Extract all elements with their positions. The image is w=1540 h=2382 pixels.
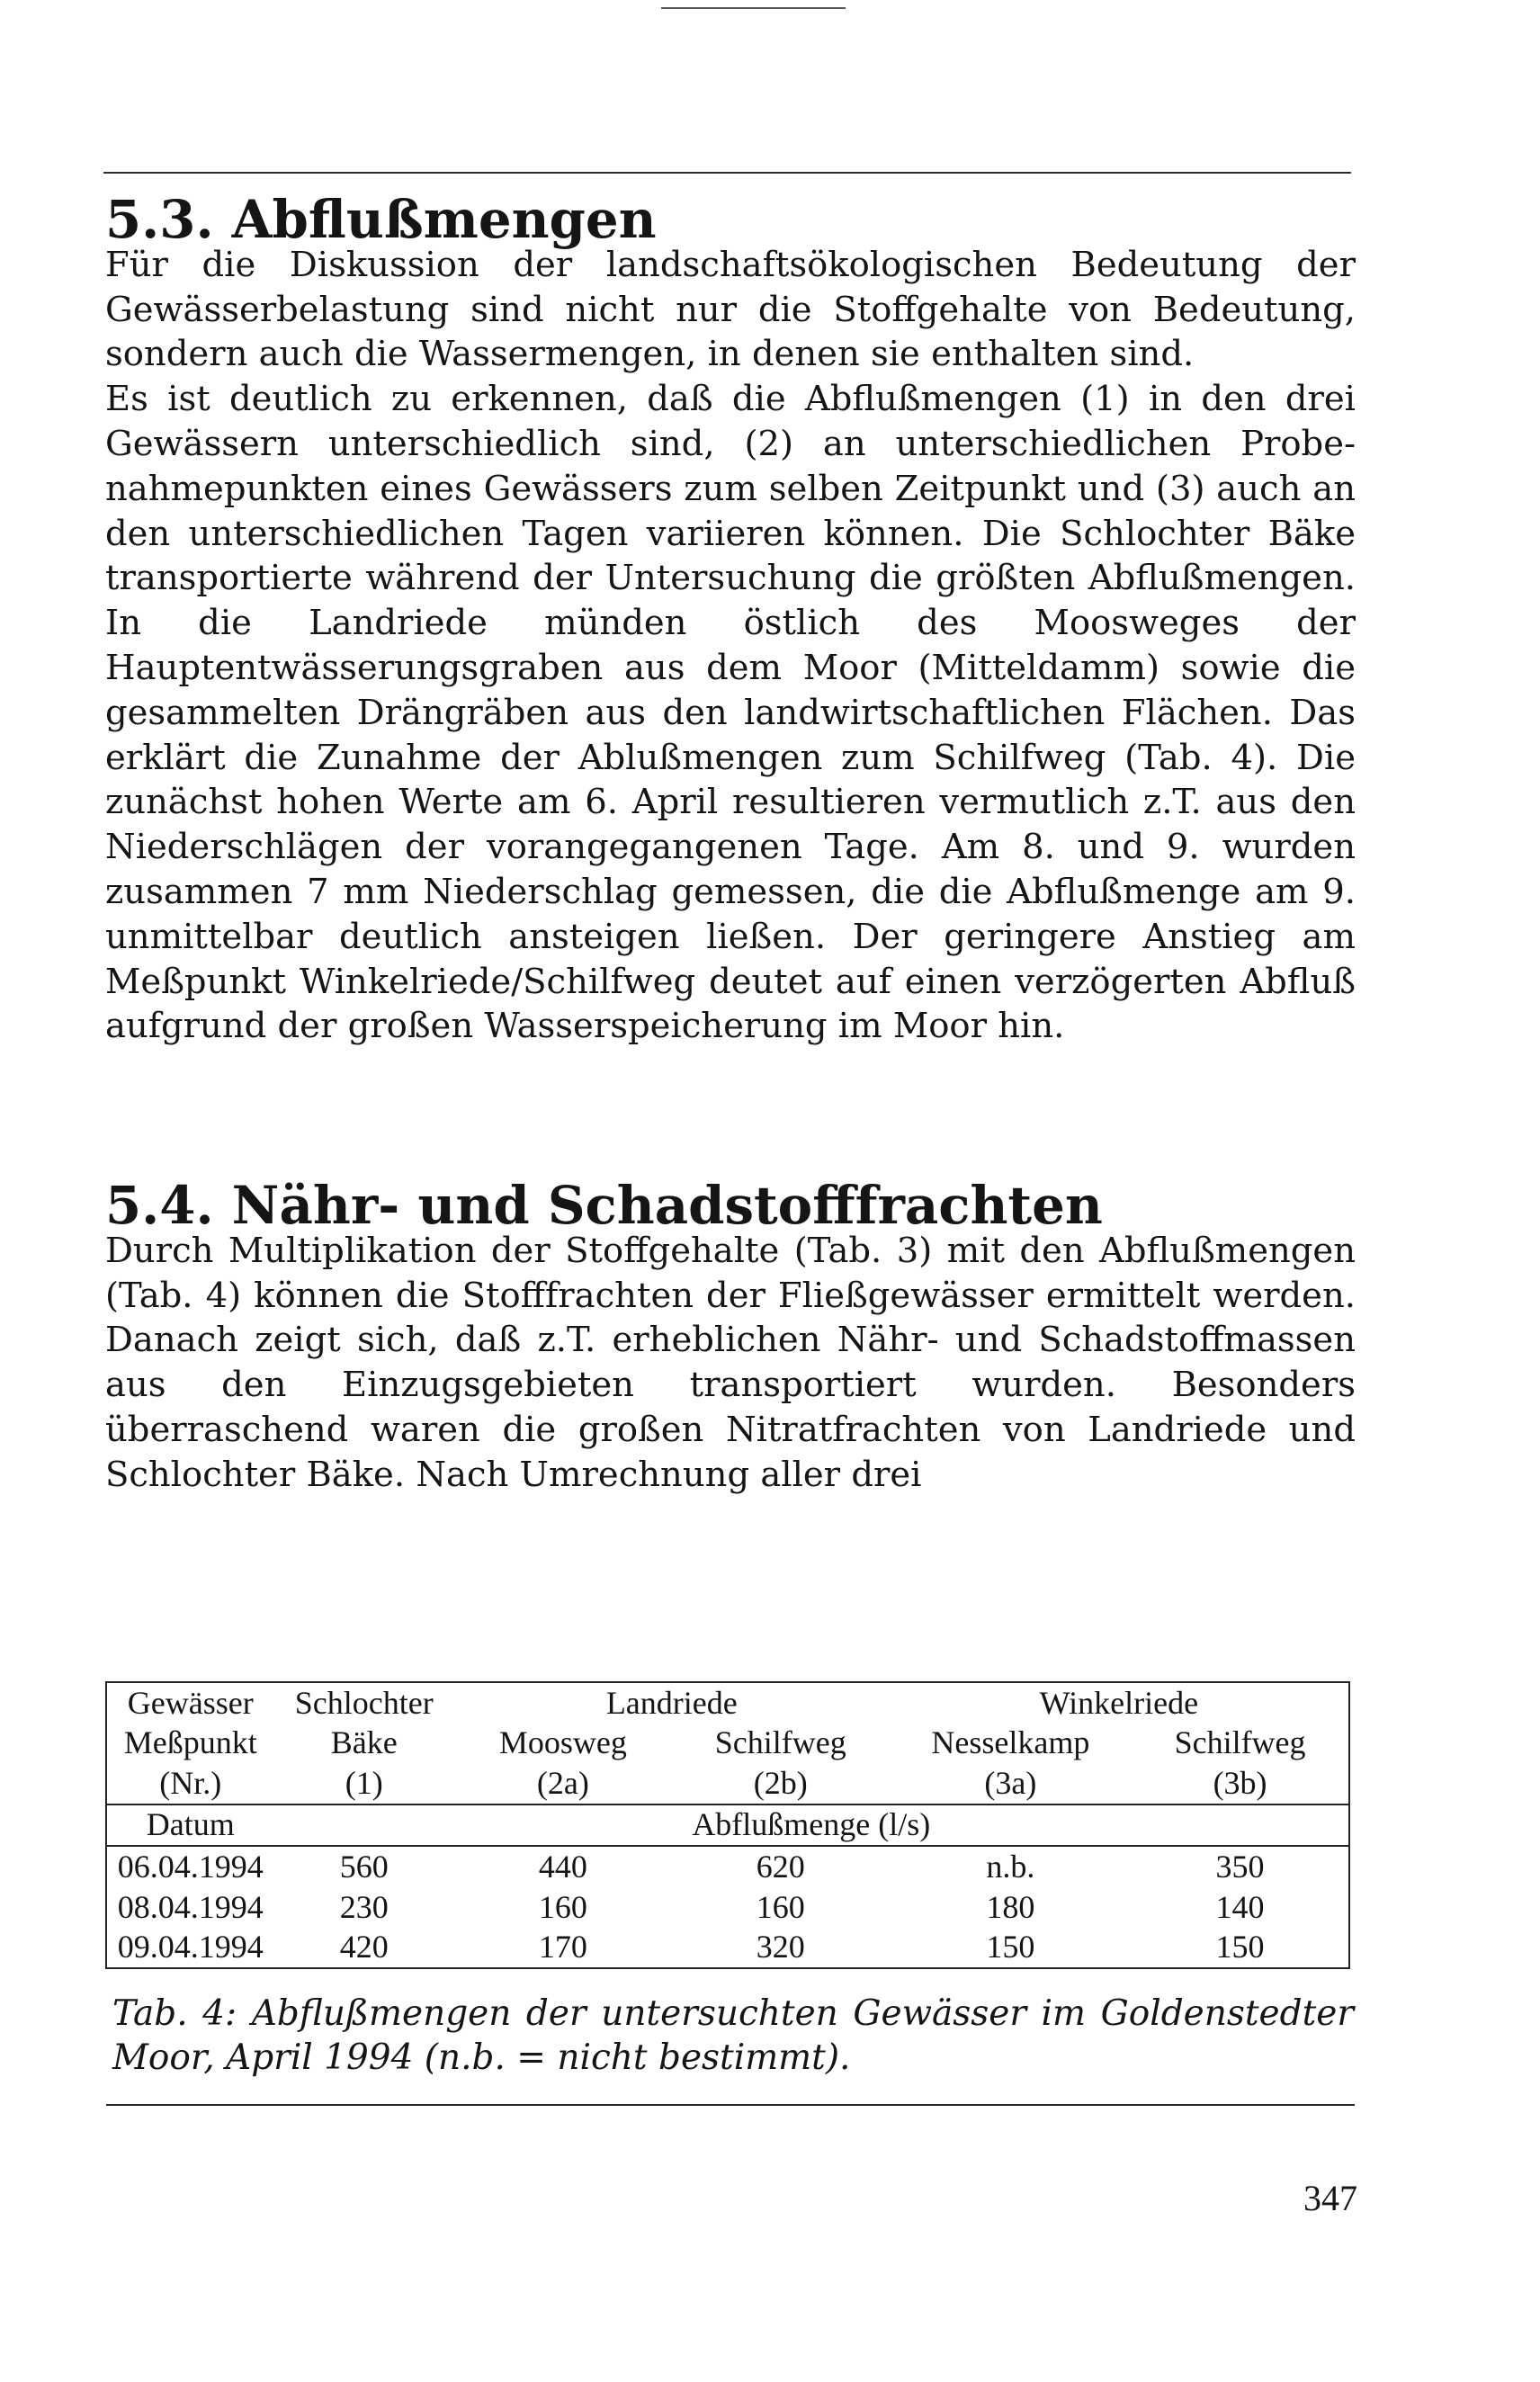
section-abflussmengen [105, 189, 1356, 1049]
table-cell: 06.04.1994 [106, 1846, 274, 1887]
table-header-cell: (3a) [984, 1764, 1037, 1801]
table-header-cell: (1) [345, 1764, 383, 1801]
table-cell: n.b. [890, 1846, 1132, 1887]
table-header-cell: (3b) [1213, 1764, 1267, 1801]
table-cell: 350 [1132, 1846, 1349, 1887]
body-paragraph: Durch Multiplikation der Stoffgehalte (Tab. 3) mit den Abflußmengen (Tab. 4) können die Stofffrachten der Fließgewässer ermittelt werden. Danach zeigt sich, daß z.T. erheblichen Nähr- und Schadstoffmassen aus den Einzugsgebieten transportiert wurden. Besonders überraschend waren die großen Nitratfrachten von Landriede und Schlochter Bäke. Nach Umrechnung aller drei [105, 1230, 1356, 1495]
table-header-cell: Meßpunkt [123, 1724, 257, 1761]
table-header-row [106, 1724, 1349, 1764]
section-frachten [105, 1175, 1356, 1498]
table-row [106, 1927, 1349, 1968]
table-header-row [106, 1763, 1349, 1804]
discharge-table [105, 1681, 1350, 1969]
footer-rule [106, 2104, 1355, 2106]
table-cell: 150 [1215, 1929, 1265, 1966]
table-cell: 08.04.1994 [117, 1888, 264, 1925]
table-header-cell: Landriede [605, 1684, 738, 1721]
table-header-cell: Nesselkamp [931, 1724, 1090, 1761]
body-paragraph: Es ist deutlich zu erkennen, daß die Abflußmengen (1) in den drei Gewässern unterschiedlich sind, (2) an unterschiedlichen Probenahmepunkten eines Gewässers zum selben Zeitpunkt und (3) auch an den unterschiedlichen Tagen variieren können. Die Schlochter Bäke transportierte während der Untersuchung die größten Abflußmengen. In die Landriede münden östlich des Moosweges der Hauptentwässerungsgraben aus dem Moor (Mitteldamm) sowie die gesammelten Drängräben aus den landwirtschaftlichen Flächen. Das erklärt die Zunahme der Ablußmengen zum Schilfweg (Tab. 4). Die zunächst hohen Werte am 6. April resultieren vermutlich z.T. aus den Niederschlägen der vorangegangenen Tage. Am 8. und 9. wurden zusammen 7 mm Niederschlag gemessen, die die Abflußmenge am 9. unmittelbar deutlich ansteigen ließen. Der geringere Anstieg am Meßpunkt Winkelriede/Schilfweg deutet auf einen verzögerten Abfluß aufgrund der großen Wasserspeicherung im Moor hin. [105, 379, 1356, 1047]
table-header-cell: Schilfweg [714, 1724, 846, 1761]
table-header-cell: Schlochter [294, 1684, 434, 1721]
table-header-cell: (2b) [753, 1764, 808, 1801]
table-cell: 160 [756, 1888, 805, 1925]
table-header-cell: Bäke [330, 1724, 398, 1761]
table-row [106, 1887, 1349, 1928]
table-header-cell: (2a) [536, 1764, 589, 1801]
table-header-cell: Abflußmenge (l/s) [274, 1804, 1349, 1847]
table-header-row [106, 1682, 1349, 1724]
table-cell: 09.04.1994 [117, 1929, 264, 1966]
table-header-cell: (Nr.) [159, 1764, 222, 1801]
table-cell: 170 [538, 1929, 587, 1966]
table [105, 1681, 1350, 1969]
table-cell: 320 [756, 1929, 805, 1966]
table-cell: 150 [986, 1929, 1035, 1966]
section-heading: 5.4. Nähr- und Schadstofffrachten [105, 1175, 1103, 1236]
table-caption: Tab. 4: Abflußmengen der untersuchten Gewässer im Goldenstedter Moor, April 1994 (n.b. = nicht bestimmt). [112, 1993, 1354, 2078]
table-header-cell: Schilfweg [1174, 1724, 1306, 1761]
top-edge-mark [661, 7, 846, 9]
table-cell: 620 [672, 1846, 890, 1887]
table-cell: 140 [1215, 1888, 1265, 1925]
table-header-cell: Gewässer [127, 1684, 254, 1721]
table-cell: 230 [339, 1888, 389, 1925]
table-header-cell: Winkelriede [1039, 1684, 1199, 1721]
table-cell: 440 [454, 1846, 672, 1887]
table-row [106, 1846, 1349, 1887]
table-cell: 160 [538, 1888, 587, 1925]
section-heading: 5.3. Abflußmengen [105, 189, 657, 250]
body-paragraph: Für die Diskussion der landschaftsökologischen Bedeutung der Gewässerbelastung sind nicht nur die Stoffgehalte von Bedeutung, sondern auch die Wassermengen, in denen sie enthalten sind. [105, 244, 1356, 375]
table-cell: 420 [339, 1929, 389, 1966]
table-cell: 560 [274, 1846, 454, 1887]
page-number: 347 [1303, 2178, 1357, 2218]
table-header-cell: Datum [106, 1804, 274, 1847]
header-rule [103, 172, 1351, 174]
table-cell: 180 [986, 1888, 1035, 1925]
table-header-cell: Moosweg [498, 1724, 627, 1761]
table-subheader-row [106, 1804, 1349, 1847]
